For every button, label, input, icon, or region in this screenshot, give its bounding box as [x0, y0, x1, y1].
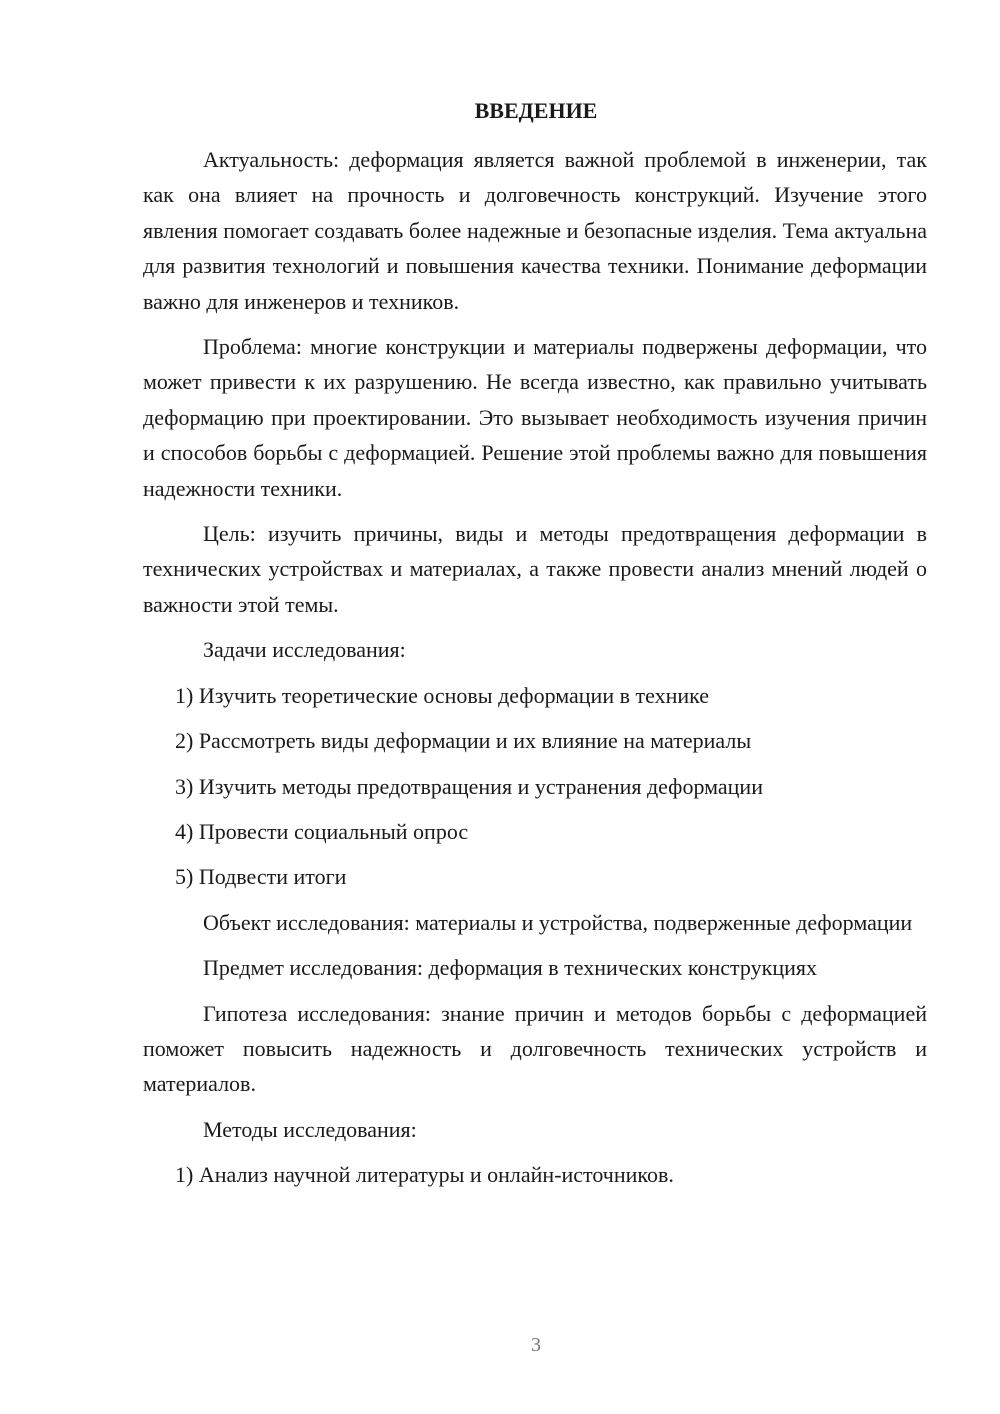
methods-heading: Методы исследования: [203, 1116, 417, 1142]
task-item-5: 5) Подвести итоги [175, 864, 347, 890]
tasks-heading: Задачи исследования: [203, 637, 406, 663]
page-title: ВВЕДЕНИЕ [474, 98, 598, 123]
goal-paragraph: Цель: изучить причины, виды и методы предотвращения деформации в технических устройствах и материалах, а также провести анализ мнений людей о важности этой темы. [143, 521, 927, 617]
subject-paragraph: Предмет исследования: деформация в технических конструкциях [203, 955, 817, 981]
page-number: 3 [531, 1334, 541, 1356]
object-paragraph: Объект исследования: материалы и устройства, подверженные деформации [203, 909, 913, 935]
task-item-4: 4) Провести социальный опрос [175, 818, 469, 844]
hypothesis-paragraph: Гипотеза исследования: знание причин и методов борьбы с деформацией поможет повысить надежность и долговечность технических устройств и материалов. [143, 1000, 927, 1097]
task-item-1: 1) Изучить теоретические основы деформации в технике [175, 682, 710, 708]
document-body [143, 142, 927, 1203]
task-item-3: 3) Изучить методы предотвращения и устранения деформации [175, 773, 763, 799]
relevance-paragraph: Актуальность: деформация является важной проблемой в инженерии, так как она влияет на прочность и долговечность конструкций. Изучение этого явления помогает создавать более надежные и безопасные изделия. Тема актуальна для развития технологий и повышения качества техники. Понимание деформации важно для инженеров и техников. [143, 147, 927, 314]
task-item-2: 2) Рассмотреть виды деформации и их влияние на материалы [175, 728, 752, 754]
problem-paragraph: Проблема: многие конструкции и материалы подвержены деформации, что может привести к их разрушению. Не всегда известно, как правильно учитывать деформацию при проектировании. Это вызывает необходимость изучения причин и способов борьбы с деформацией. Решение этой проблемы важно для повышения надежности техники. [143, 334, 927, 501]
method-item-1: 1) Анализ научной литературы и онлайн-источников. [175, 1162, 674, 1188]
